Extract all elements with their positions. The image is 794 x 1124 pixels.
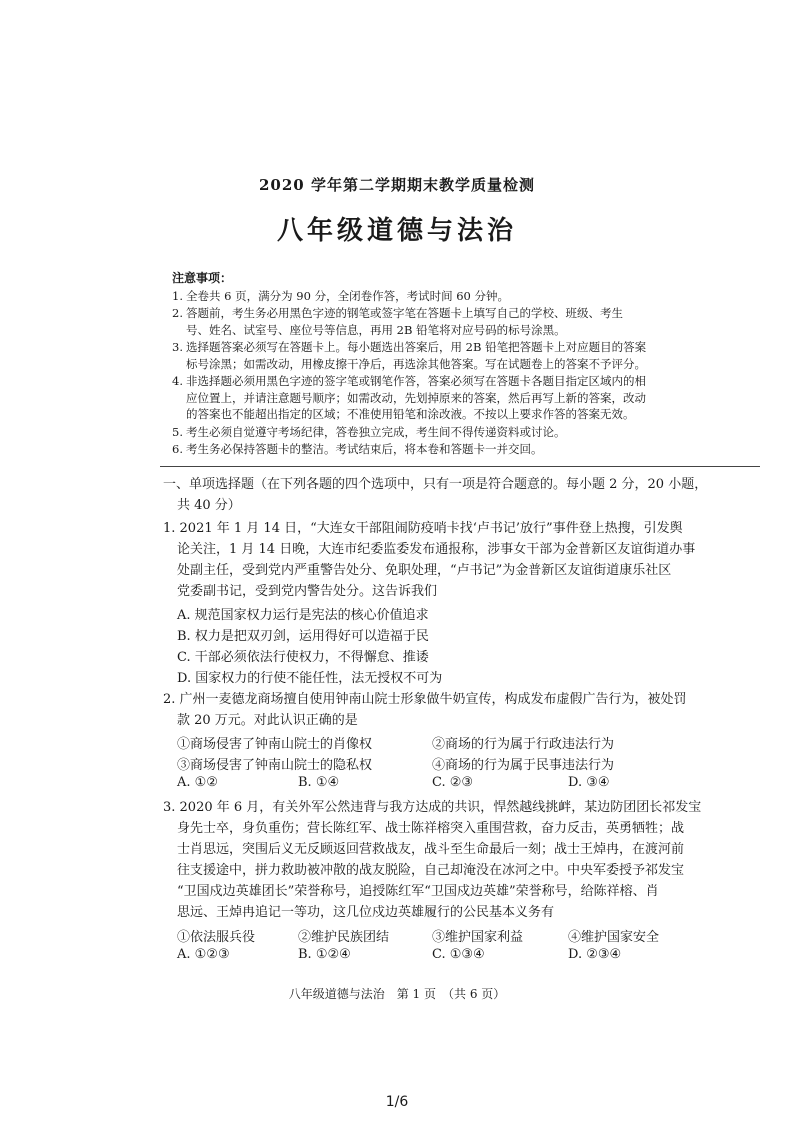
notice-item: [172, 339, 712, 372]
notice-line: 标号涂黑；如需改动，用橡皮擦干净后，再选涂其他答案。写在试题卷上的答案不予评分。: [186, 356, 646, 371]
section-heading: [163, 474, 763, 516]
section-heading-line: 共 40 分）: [177, 498, 241, 513]
question-3-choice-d: D. ②③④: [568, 947, 622, 962]
question-2-choice-c: C. ②③: [432, 775, 474, 790]
notice-line: 的答案也不能超出指定的区域；不准使用铅笔和涂改液。不按以上要求作答的答案无效。: [186, 407, 635, 421]
question-line: 士肖思远，突围后义无反顾返回营救战友，战斗至生命最后一刻；战士王焯冉，在渡河前: [177, 842, 685, 857]
question-2-statement: ③商场侵害了钟南山院士的隐私权: [177, 758, 373, 773]
question-3-statement: ②维护民族团结: [298, 930, 390, 945]
notice-heading: 注意事项：: [172, 271, 233, 285]
question-1-option-d: D. 国家权力的行使不能任性，法无授权不可为: [177, 671, 443, 686]
notice-line: 非选择题必须用黑色字迹的签字笔或钢笔作答，答案必须写在答题卡各题目指定区域内的相: [186, 374, 646, 388]
notice-item: [172, 305, 712, 338]
divider: [160, 466, 760, 467]
notice-item: [172, 373, 712, 423]
notice-number: 6.: [172, 442, 183, 456]
question-1-option-c: C. 干部必须依法行使权力，不得懈怠、推诿: [177, 650, 429, 665]
notice-line: 考生务必保持答题卡的整洁。考试结束后，将本卷和答题卡一并交回。: [186, 442, 543, 456]
question-line: 思远、王焯冉追记一等功，这几位戍边英雄履行的公民基本义务有: [177, 905, 555, 920]
question-3-statement: ①依法服兵役: [177, 930, 256, 945]
notice-line: 考生必须自觉遵守考场纪律，答卷独立完成，考生间不得传递资料或讨论。: [186, 425, 566, 439]
page-indicator: 1/6: [385, 1094, 409, 1110]
question-line: “卫国戍边英雄团长”荣誉称号，追授陈红军“卫国戍边英雄”荣誉称号，给陈祥榕、肖: [177, 884, 659, 899]
notice-line: 答题前，考生务必用黑色字迹的钢笔或签字笔在答题卡上填写自己的学校、班级、考生: [186, 306, 623, 320]
notice-number: 1.: [172, 289, 183, 303]
notice-number: 2.: [172, 306, 183, 320]
question-1-option-b: B. 权力是把双刃剑，运用得好可以造福于民: [177, 629, 429, 644]
question-3-statement: ③维护国家利益: [432, 930, 524, 945]
exam-subtitle: 2020 学年第二学期期末教学质量检测: [259, 176, 535, 194]
notice-line: 全卷共 6 页，满分为 90 分，全闭卷作答，考试时间 60 分钟。: [186, 289, 510, 303]
question-line: 1. 2021 年 1 月 14 日，“大连女干部阻闹防疫哨卡找‘卢书记’放行”事件登上热搜，引发舆: [163, 521, 683, 536]
question-2-choice-a: A. ①②: [177, 775, 218, 790]
question-line: 处副主任，受到党内严重警告处分、免职处理，“卢书记”为金普新区友谊街道康乐社区: [177, 563, 672, 578]
notice-number: 3.: [172, 340, 183, 354]
question-line: 2. 广州一麦德龙商场擅自使用钟南山院士形象做牛奶宣传，构成发布虚假广告行为，被处罚: [163, 692, 687, 707]
question-line: 3. 2020 年 6 月，有关外军公然违背与我方达成的共识，悍然越线挑衅，某边防团团长祁发宝: [163, 800, 702, 815]
notice-line: 应位置上，并请注意题号顺序；如需改动，先划掉原来的答案，然后再写上新的答案，改动: [186, 390, 646, 405]
exam-title: 八年级道德与法治: [276, 216, 517, 246]
question-1-option-a: A. 规范国家权力运行是宪法的核心价值追求: [177, 608, 429, 623]
question-3-choice-b: B. ①②④: [298, 947, 351, 962]
question-line: 党委副书记，受到党内警告处分。这告诉我们: [177, 584, 438, 599]
question-2-choice-b: B. ①④: [298, 775, 340, 790]
question-line: 论关注，1 月 14 日晚，大连市纪委监委发布通报称，涉事女干部为金普新区友谊街道办事: [177, 542, 696, 557]
question-3-statement: ④维护国家安全: [568, 930, 660, 945]
question-line: 款 20 万元。对此认识正确的是: [177, 713, 358, 728]
question-3-stem: [163, 797, 763, 923]
notice-number: 4.: [172, 374, 183, 388]
question-3-choice-a: A. ①②③: [177, 947, 230, 962]
question-line: 身先士卒，身负重伤；营长陈红军、战士陈祥榕突入重围营救，奋力反击，英勇牺牲；战: [177, 821, 685, 836]
page-footer: 八年级道德与法治 第 1 页 （共 6 页）: [288, 987, 506, 1001]
notice-item: [172, 288, 712, 305]
notice-item: [172, 424, 712, 441]
question-2-statement: ④商场的行为属于民事违法行为: [432, 758, 615, 773]
question-1-stem: [163, 518, 763, 602]
notice-line: 号、姓名、试室号、座位号等信息，再用 2B 铅笔将对应号码的标号涂黑。: [186, 322, 566, 337]
section-heading-line: 一、单项选择题（在下列各题的四个选项中，只有一项是符合题意的。每小题 2 分，20 小题，: [163, 477, 708, 492]
question-3-choice-c: C. ①③④: [432, 947, 485, 962]
question-line: 往支援途中，拼力救助被冲散的战友脱险，自己却淹没在冰河之中。中央军委授予祁发宝: [177, 863, 685, 878]
question-2-choice-d: D. ③④: [568, 775, 610, 790]
notice-item: [172, 441, 712, 458]
question-2-stem: [163, 689, 763, 731]
notice-number: 5.: [172, 425, 183, 439]
notice-line: 选择题答案必须写在答题卡上。每小题选出答案后，用 2B 铅笔把答题卡上对应题目的答案: [186, 340, 647, 354]
question-2-statement: ①商场侵害了钟南山院士的肖像权: [177, 737, 373, 752]
question-2-statement: ②商场的行为属于行政违法行为: [432, 737, 615, 752]
